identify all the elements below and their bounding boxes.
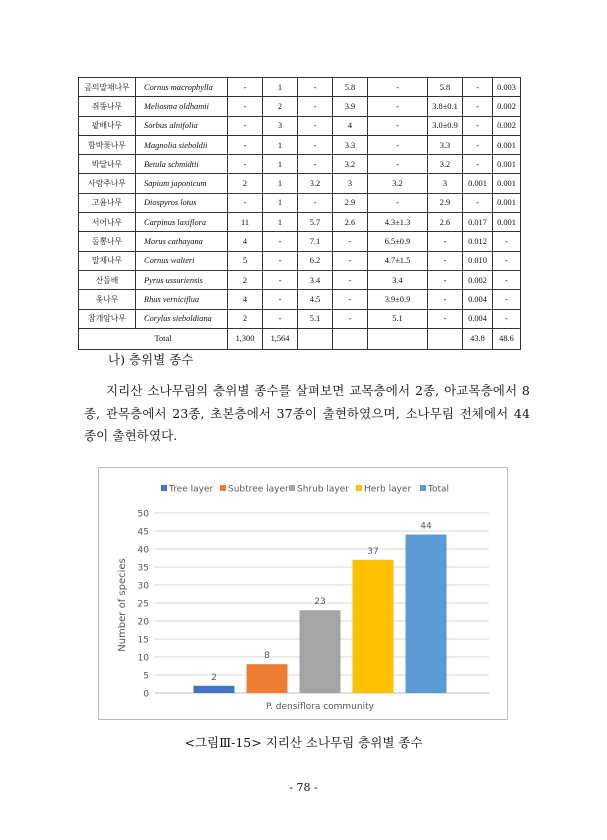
- value-cell: -: [368, 97, 428, 116]
- value-cell: 0.003: [493, 78, 521, 97]
- value-cell: -: [228, 135, 263, 154]
- value-cell: 5.1: [298, 309, 333, 328]
- value-cell: 3.4: [298, 270, 333, 289]
- value-cell: 7.1: [298, 232, 333, 251]
- korean-name-cell: 박달나무: [79, 155, 136, 174]
- scientific-name-cell: Cornus macrophylla: [136, 78, 228, 97]
- value-cell: 0.012: [463, 232, 493, 251]
- scientific-name-cell: Sapium japonicum: [136, 174, 228, 193]
- legend-label: Total: [428, 484, 450, 495]
- value-cell: 2.6: [333, 213, 368, 232]
- korean-name-cell: 말채나무: [79, 251, 136, 270]
- value-cell: 2: [228, 174, 263, 193]
- table-row: [79, 174, 521, 193]
- value-cell: -: [493, 251, 521, 270]
- value-cell: -: [368, 116, 428, 135]
- y-tick-label: 5: [143, 671, 149, 682]
- value-cell: -: [333, 290, 368, 309]
- korean-name-cell: 함박꽃나무: [79, 135, 136, 154]
- korean-name-cell: 산돌배: [79, 270, 136, 289]
- value-cell: 1: [263, 155, 298, 174]
- legend-label: Subtree layer: [228, 484, 289, 495]
- value-cell: -: [228, 116, 263, 135]
- table-row: [79, 97, 521, 116]
- value-cell: -: [333, 232, 368, 251]
- table-row: [79, 155, 521, 174]
- value-cell: 4.3±1.3: [368, 213, 428, 232]
- value-cell: 3.3: [428, 135, 463, 154]
- value-cell: -: [368, 155, 428, 174]
- value-cell: -: [493, 232, 521, 251]
- value-cell: 2: [263, 97, 298, 116]
- bar-total: [406, 535, 447, 693]
- data-label: 37: [367, 546, 379, 557]
- legend-label: Shrub layer: [297, 484, 349, 495]
- value-cell: 4: [228, 290, 263, 309]
- total-row: [79, 328, 521, 349]
- value-cell: 0.001: [493, 213, 521, 232]
- korean-name-cell: 팥배나무: [79, 116, 136, 135]
- value-cell: -: [298, 193, 333, 212]
- scientific-name-cell: Morus cathayana: [136, 232, 228, 251]
- total-label-cell: Total: [79, 328, 228, 349]
- value-cell: 3.2: [428, 155, 463, 174]
- value-cell: 3.9: [333, 97, 368, 116]
- value-cell: 1: [263, 174, 298, 193]
- value-cell: -: [463, 193, 493, 212]
- y-tick-label: 45: [137, 527, 149, 538]
- scientific-name-cell: Pyrus ussuriensis: [136, 270, 228, 289]
- total-n2-cell: 1,564: [263, 328, 298, 349]
- value-cell: -: [298, 135, 333, 154]
- value-cell: -: [428, 290, 463, 309]
- data-label: 44: [420, 521, 432, 532]
- korean-name-cell: 사람주나무: [79, 174, 136, 193]
- value-cell: -: [463, 116, 493, 135]
- value-cell: 4.7±1.5: [368, 251, 428, 270]
- value-cell: 3: [263, 116, 298, 135]
- value-cell: 4: [333, 116, 368, 135]
- korean-name-cell: 옻나무: [79, 290, 136, 309]
- table-row: [79, 270, 521, 289]
- table-row: [79, 213, 521, 232]
- value-cell: 5.7: [298, 213, 333, 232]
- y-tick-label: 25: [137, 599, 149, 610]
- value-cell: 0.010: [463, 251, 493, 270]
- table-row: [79, 78, 521, 97]
- value-cell: 5.8: [428, 78, 463, 97]
- table-row: [79, 290, 521, 309]
- total-r1-cell: 43.8: [463, 328, 493, 349]
- value-cell: 0.001: [493, 155, 521, 174]
- value-cell: 2.9: [333, 193, 368, 212]
- korean-name-cell: 참개암나무: [79, 309, 136, 328]
- korean-name-cell: 서어나무: [79, 213, 136, 232]
- value-cell: 3.8±0.1: [428, 97, 463, 116]
- value-cell: 6.2: [298, 251, 333, 270]
- value-cell: -: [263, 290, 298, 309]
- chart-svg: [99, 468, 507, 719]
- bar-herb-layer: [353, 560, 394, 693]
- korean-name-cell: 곰의말채나무: [79, 78, 136, 97]
- value-cell: 6.5±0.9: [368, 232, 428, 251]
- total-r2-cell: 48.6: [493, 328, 521, 349]
- value-cell: -: [333, 270, 368, 289]
- value-cell: 0.002: [463, 270, 493, 289]
- korean-name-cell: 쥐똥나무: [79, 97, 136, 116]
- legend-swatch: [289, 485, 295, 491]
- value-cell: 1: [263, 135, 298, 154]
- body-paragraph: 지리산 소나무림의 층위별 종수를 살펴보면 교목층에서 2종, 아교목층에서 8종, 관목층에서 23종, 초본층에서 37종이 출현하였으며, 소나무림 전체에서 44종이 출현하였다.: [84, 383, 530, 443]
- value-cell: 3.4: [368, 270, 428, 289]
- table-row: [79, 309, 521, 328]
- scientific-name-cell: Rhus verniciflua: [136, 290, 228, 309]
- value-cell: 2.9: [428, 193, 463, 212]
- scientific-name-cell: Corylus sieboldiana: [136, 309, 228, 328]
- value-cell: -: [228, 78, 263, 97]
- data-label: 2: [211, 672, 217, 683]
- value-cell: -: [298, 78, 333, 97]
- value-cell: 1: [263, 193, 298, 212]
- value-cell: 0.001: [463, 174, 493, 193]
- value-cell: -: [333, 251, 368, 270]
- value-cell: -: [368, 135, 428, 154]
- value-cell: -: [298, 155, 333, 174]
- value-cell: -: [368, 193, 428, 212]
- value-cell: 5: [228, 251, 263, 270]
- y-tick-label: 30: [137, 581, 149, 592]
- y-tick-label: 35: [137, 563, 149, 574]
- value-cell: 2: [228, 309, 263, 328]
- empty-cell: [333, 328, 368, 349]
- y-tick-label: 10: [137, 653, 149, 664]
- value-cell: -: [333, 309, 368, 328]
- scientific-name-cell: Cornus walteri: [136, 251, 228, 270]
- empty-cell: [428, 328, 463, 349]
- value-cell: -: [428, 232, 463, 251]
- empty-cell: [368, 328, 428, 349]
- value-cell: 3.3: [333, 135, 368, 154]
- scientific-name-cell: Betula schmidtii: [136, 155, 228, 174]
- value-cell: 0.017: [463, 213, 493, 232]
- value-cell: 3.2: [298, 174, 333, 193]
- value-cell: 0.001: [493, 135, 521, 154]
- species-chart: [98, 467, 508, 720]
- y-tick-label: 50: [137, 509, 149, 520]
- korean-name-cell: 돌뽕나무: [79, 232, 136, 251]
- legend-label: Tree layer: [169, 484, 214, 495]
- value-cell: -: [228, 97, 263, 116]
- value-cell: 1: [263, 213, 298, 232]
- figure-caption: <그림Ⅲ-15> 지리산 소나무림 층위별 종수: [184, 735, 423, 750]
- value-cell: -: [298, 97, 333, 116]
- y-tick-label: 15: [137, 635, 149, 646]
- x-category-label: P. densiflora community: [266, 702, 374, 712]
- legend-swatch: [220, 485, 226, 491]
- legend-label: Herb layer: [364, 484, 412, 495]
- value-cell: -: [428, 309, 463, 328]
- legend-swatch: [420, 485, 426, 491]
- scientific-name-cell: Carpinus laxiflora: [136, 213, 228, 232]
- value-cell: -: [263, 251, 298, 270]
- value-cell: -: [493, 290, 521, 309]
- y-tick-label: 40: [137, 545, 149, 556]
- value-cell: 0.004: [463, 309, 493, 328]
- value-cell: 5.8: [333, 78, 368, 97]
- value-cell: -: [493, 309, 521, 328]
- value-cell: -: [368, 78, 428, 97]
- value-cell: -: [228, 155, 263, 174]
- value-cell: -: [463, 135, 493, 154]
- value-cell: 0.001: [493, 193, 521, 212]
- value-cell: 2: [228, 270, 263, 289]
- bar-shrub-layer: [300, 610, 341, 693]
- scientific-name-cell: Meliosma oldhamii: [136, 97, 228, 116]
- table-row: [79, 116, 521, 135]
- total-n1-cell: 1,300: [228, 328, 263, 349]
- species-table: [78, 77, 521, 350]
- value-cell: -: [463, 155, 493, 174]
- section-heading: 나) 층위별 종수: [108, 352, 194, 367]
- value-cell: 0.002: [493, 97, 521, 116]
- value-cell: 0.001: [493, 174, 521, 193]
- data-label: 23: [314, 597, 326, 608]
- bar-tree-layer: [194, 686, 235, 693]
- value-cell: -: [428, 251, 463, 270]
- bar-subtree-layer: [247, 664, 288, 693]
- legend-swatch: [356, 485, 362, 491]
- y-tick-label: 0: [143, 689, 149, 700]
- empty-cell: [298, 328, 333, 349]
- y-tick-label: 20: [137, 617, 149, 628]
- value-cell: 3.0±0.9: [428, 116, 463, 135]
- legend-swatch: [161, 485, 167, 491]
- data-label: 8: [264, 651, 270, 662]
- value-cell: 3.2: [368, 174, 428, 193]
- scientific-name-cell: Diospyros lotus: [136, 193, 228, 212]
- table-row: [79, 193, 521, 212]
- value-cell: 0.004: [463, 290, 493, 309]
- value-cell: -: [298, 116, 333, 135]
- table-row: [79, 232, 521, 251]
- value-cell: -: [463, 97, 493, 116]
- value-cell: -: [228, 193, 263, 212]
- page-number: - 78 -: [289, 781, 318, 794]
- table-row: [79, 251, 521, 270]
- value-cell: 2.6: [428, 213, 463, 232]
- value-cell: 1: [263, 78, 298, 97]
- scientific-name-cell: Magnolia sieboldii: [136, 135, 228, 154]
- value-cell: -: [428, 270, 463, 289]
- value-cell: 4: [228, 232, 263, 251]
- table-row: [79, 135, 521, 154]
- value-cell: 0.002: [493, 116, 521, 135]
- value-cell: -: [263, 232, 298, 251]
- value-cell: 3: [428, 174, 463, 193]
- value-cell: -: [263, 309, 298, 328]
- y-axis-title: Number of species: [117, 558, 128, 652]
- value-cell: 3: [333, 174, 368, 193]
- scientific-name-cell: Sorbus alnifolia: [136, 116, 228, 135]
- value-cell: 3.2: [333, 155, 368, 174]
- value-cell: 3.9±0.9: [368, 290, 428, 309]
- value-cell: 5.1: [368, 309, 428, 328]
- value-cell: -: [263, 270, 298, 289]
- value-cell: 11: [228, 213, 263, 232]
- value-cell: -: [463, 78, 493, 97]
- value-cell: 4.5: [298, 290, 333, 309]
- value-cell: -: [493, 270, 521, 289]
- korean-name-cell: 고욤나무: [79, 193, 136, 212]
